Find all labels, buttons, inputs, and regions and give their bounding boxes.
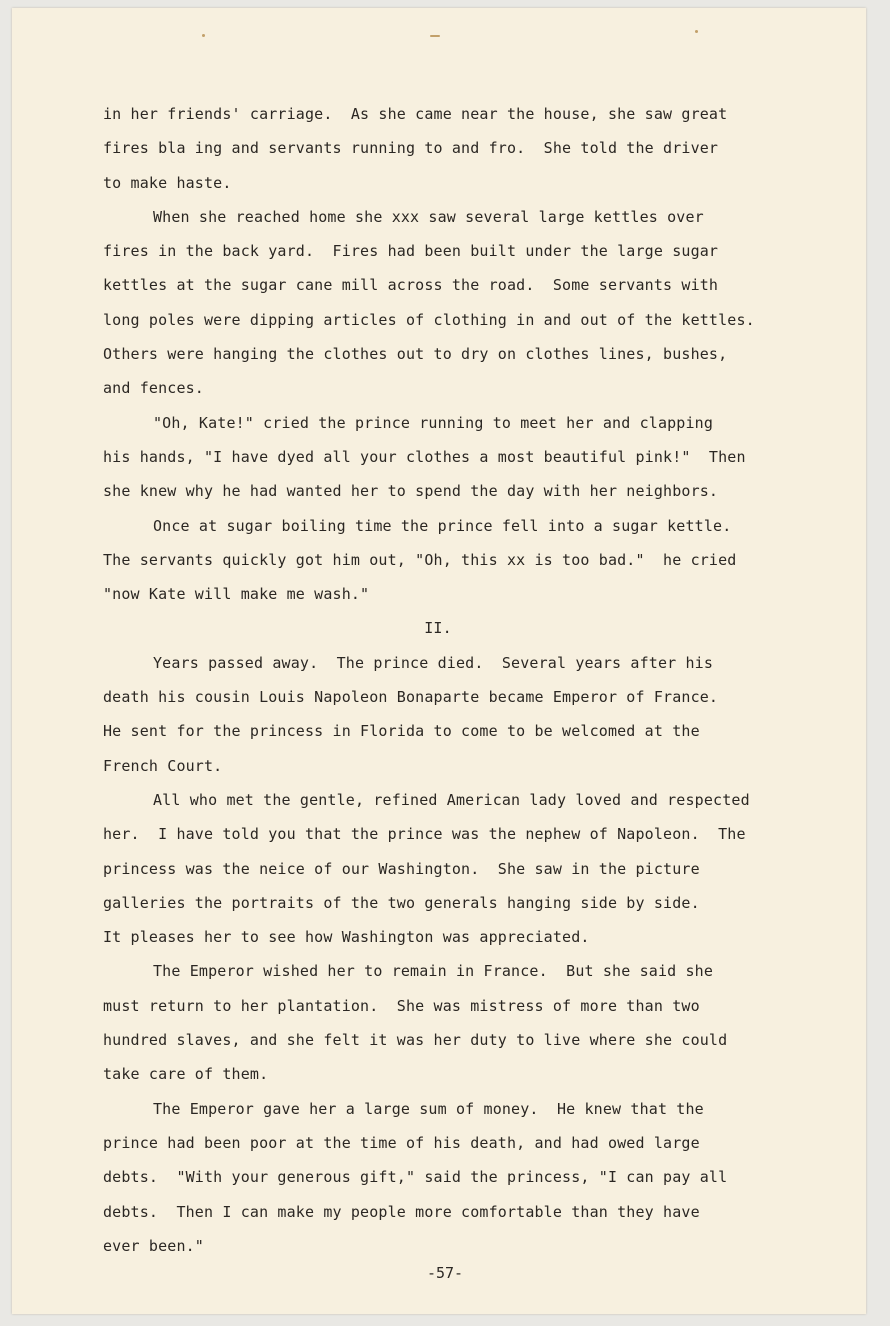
text-line: "now Kate will make me wash.": [103, 585, 370, 604]
text-line: prince had been poor at the time of his death, and had owed large: [103, 1133, 700, 1152]
text-line: hundred slaves, and she felt it was her duty to live where she could: [103, 1031, 728, 1050]
text-line: fires in the back yard. Fires had been built under the large sugar: [103, 242, 719, 261]
text-line: her. I have told you that the prince was the nephew of Napoleon. The: [103, 825, 746, 844]
paper-speck: [430, 35, 440, 37]
text-line: The servants quickly got him out, "Oh, this xx is too bad." he cried: [103, 550, 737, 569]
text-line: debts. "With your generous gift," said the princess, "I can pay all: [103, 1168, 728, 1187]
page-number: -57-: [426, 1264, 464, 1282]
text-line: death his cousin Louis Napoleon Bonaparte became Emperor of France.: [103, 688, 719, 707]
text-line: Others were hanging the clothes out to dry on clothes lines, bushes,: [103, 345, 728, 364]
text-line: kettles at the sugar cane mill across the road. Some servants with: [103, 276, 719, 295]
text-line: long poles were dipping articles of clothing in and out of the kettles.: [103, 310, 755, 329]
text-line: take care of them.: [103, 1065, 269, 1084]
text-line: All who met the gentle, refined American lady loved and respected: [153, 790, 750, 809]
text-line: she knew why he had wanted her to spend the day with her neighbors.: [103, 482, 719, 501]
text-line: Years passed away. The prince died. Several years after his: [153, 653, 714, 672]
text-line: ever been.": [103, 1236, 204, 1255]
paper-speck: [695, 30, 698, 33]
text-line: his hands, "I have dyed all your clothes a most beautiful pink!" Then: [103, 447, 746, 466]
text-line: "Oh, Kate!" cried the prince running to meet her and clapping: [153, 413, 714, 432]
typed-text-block: [103, 104, 823, 1270]
text-line: must return to her plantation. She was mistress of more than two: [103, 996, 700, 1015]
text-line: and fences.: [103, 379, 204, 398]
text-line: He sent for the princess in Florida to come to be welcomed at the: [103, 722, 700, 741]
paper-speck: [202, 34, 205, 37]
text-line: debts. Then I can make my people more comfortable than they have: [103, 1202, 700, 1221]
text-line: French Court.: [103, 756, 223, 775]
text-line: in her friends' carriage. As she came near the house, she saw great: [103, 105, 728, 123]
text-line: It pleases her to see how Washington was appreciated.: [103, 928, 590, 947]
text-line: galleries the portraits of the two generals hanging side by side.: [103, 893, 700, 912]
text-line: The Emperor wished her to remain in France. But she said she: [153, 962, 714, 981]
text-line: princess was the neice of our Washington. She saw in the picture: [103, 859, 700, 878]
text-line: Once at sugar boiling time the prince fell into a sugar kettle.: [153, 516, 732, 535]
text-line: to make haste.: [103, 173, 232, 192]
text-line: When she reached home she xxx saw several large kettles over: [153, 207, 704, 226]
text-line: The Emperor gave her a large sum of money. He knew that the: [153, 1099, 704, 1118]
section-heading: II.: [424, 619, 452, 638]
text-line: fires bla ing and servants running to and fro. She told the driver: [103, 139, 719, 158]
